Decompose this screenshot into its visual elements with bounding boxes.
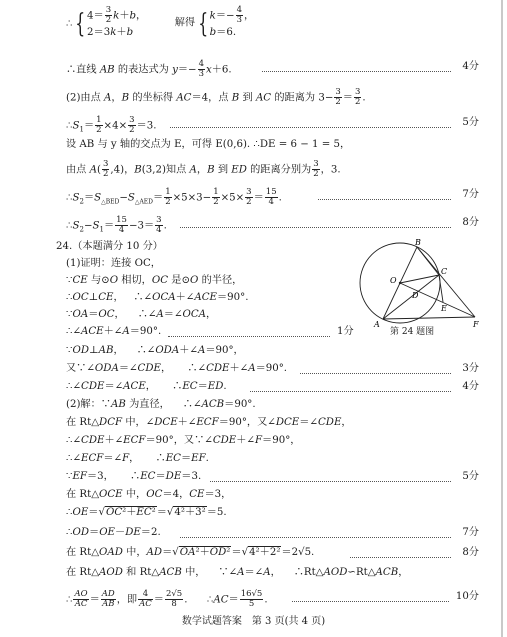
segment-of [400, 283, 475, 317]
geometry-figure [355, 238, 480, 338]
score-4b: 4分 [459, 380, 479, 394]
line-15: ∵OD⊥AB， ∴∠ODA＋∠A＝90°， [66, 345, 244, 356]
score-7: 7分 [459, 188, 479, 202]
label-a: A [374, 320, 380, 329]
score-10: 10分 [453, 590, 479, 604]
label-e: E [441, 304, 447, 313]
line-2: ∴直线 AB 的表达式为 y＝− $\frac{4}{3}$ x＋6. [66, 59, 232, 79]
segment-af [383, 317, 475, 319]
line-8: $\therefore S_2-S_1=$ $\frac{15}{4}$ −3＝ $\frac{3}{4}$ . [66, 215, 167, 235]
line-14: ∴∠ACE＋∠A＝90°. [66, 326, 162, 337]
page-footer: 数学试题答案 第 3 页(共 4 页) [181, 616, 326, 627]
line-5: 设 AB 与 y 轴的交点为 E，可得 E(0,6). ∴DE = 6 − 1 = 5， [66, 139, 351, 150]
line-28: ∴ $\frac{AO}{AC}$ ＝ $\frac{AD}{AB}$ ，即 $\frac{4}{AC}$ ＝ $\frac{2√5}{8}$ . ∴AC＝ $\frac{16√5}{5}$ . [66, 589, 268, 609]
label-o: O [390, 276, 397, 285]
score-3: 3分 [459, 362, 479, 376]
line-20: ∴∠CDE＋∠ECF＝90°，又∵∠CDE＋∠F＝90°， [66, 435, 301, 446]
line-19: 在 Rt△DCF 中，∠DCE＋∠ECF＝90°，又∠DCE＝∠CDE， [66, 417, 352, 428]
line-26: 在 Rt△OAD 中，AD＝√OA²＋OD²＝√4²＋2²＝2√5. [66, 547, 315, 558]
score-5b: 5分 [459, 470, 479, 484]
point-o [399, 282, 401, 284]
line-18: (2)解：∵AB 为直径， ∴∠ACB＝90°. [66, 399, 256, 410]
line-3: (2)由点 A，B 的坐标得 AC＝4，点 B 到 AC 的距离为 3− $\frac{3}{2}$ ＝ $\frac{3}{2}$ . [66, 87, 366, 107]
question-24-title: 24.（本题满分 10 分） [56, 241, 163, 252]
line-27: 在 Rt△AOD 和 Rt△ACB 中， ∵∠A＝∠A， ∴Rt△AOD∽Rt△ACB， [66, 567, 409, 578]
line-21: ∴∠ECF＝∠F， ∴EC＝EF. [66, 453, 209, 464]
score-5: 5分 [459, 116, 479, 130]
figure-caption: 第 24 题图 [390, 327, 435, 337]
segment-oc [400, 275, 439, 283]
line-6: 由点 A( $\frac{3}{2}$ ,4)，B(3,2)知点 A，B 到 ED 的距离分别为 $\frac{3}{2}$ ，3. [66, 159, 341, 179]
line-17: ∴∠CDE＝∠ACE， ∴EC＝ED. [66, 381, 227, 392]
score-4: 4分 [459, 60, 479, 74]
score-8: 8分 [459, 216, 479, 230]
line-24: ∴OE＝√OC²＋EC²＝√4²＋3²＝5. [66, 507, 227, 518]
line-12: ∴OC⊥CE， ∴∠OCA＋∠ACE＝90°. [66, 292, 249, 303]
label-d: D [412, 291, 419, 300]
line-11: ∵CE 与⊙O 相切，OC 是⊙O 的半径， [66, 275, 243, 286]
line-23: 在 Rt△OCE 中，OC＝4，CE＝3， [66, 489, 232, 500]
line-7: $\therefore S_2=S_{\triangle BED}-S_{\triangle AED}=$ $\frac{1}{2}$ ×5×3− $\frac{1}{2}$ ×5× $\frac{3}{2}$ ＝ $\frac{15}{4}$ . [66, 187, 282, 207]
line-1: ∴ {4＝ $\frac{3}{2}$ k＋b， 2＝3k＋b 解得 {k＝− $\frac{4}{3}$ ， b＝6. [66, 5, 255, 39]
score-7b: 7分 [459, 526, 479, 540]
line-16: 又∵∠ODA＝∠CDE， ∴∠CDE＋∠A＝90°. [66, 363, 288, 374]
line-13: ∵OA＝OC， ∴∠A＝∠OCA， [66, 309, 217, 320]
line-4: $\therefore S_1=$ $\frac{1}{2}$ ×4× $\frac{3}{2}$ ＝3. [66, 115, 157, 135]
score-8b: 8分 [459, 546, 479, 560]
line-22: ∵EF＝3， ∴EC＝DE＝3. [66, 471, 202, 482]
score-1: 1分 [334, 325, 354, 339]
label-b: B [415, 238, 421, 247]
label-c: C [441, 267, 448, 276]
page-edge [501, 0, 503, 637]
line-10: (1)证明：连接 OC， [66, 258, 161, 269]
line-25: ∴OD＝OE－DE＝2. [66, 527, 161, 538]
label-f: F [473, 320, 479, 329]
